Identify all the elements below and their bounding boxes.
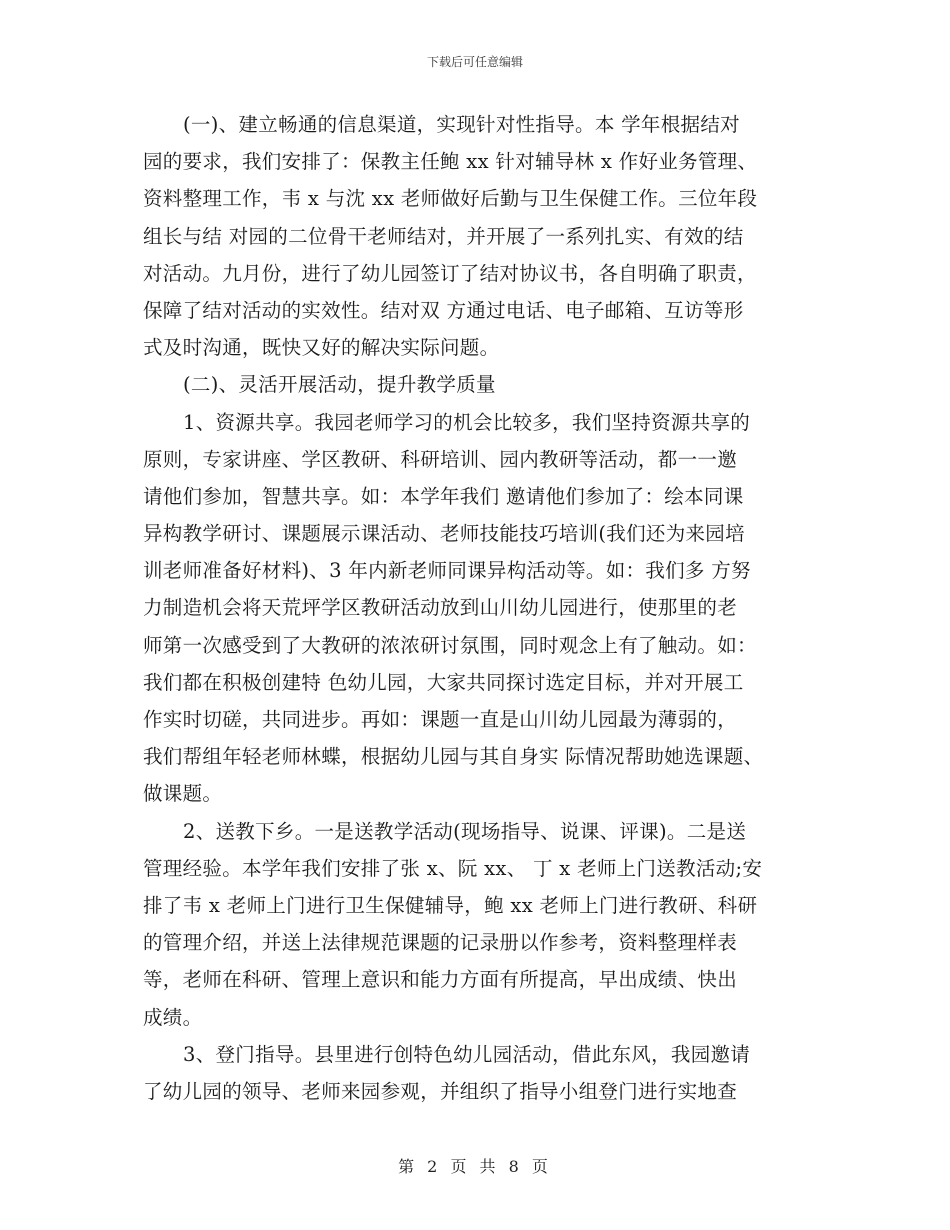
text-line: 管理经验。本学年我们安排了张 x、阮 xx、 丁 x 老师上门送教活动;安: [143, 856, 763, 880]
text-line: 我们都在积极创建特 色幼儿园，大家共同探讨选定目标，并对开展工: [143, 670, 744, 694]
text-line: 的管理介绍，并送上法律规范课题的记录册以作参考，资料整理样表: [143, 931, 738, 955]
text-line: 训老师准备好材料)、3 年内新老师同课异构活动等。如：我们多 方努: [143, 559, 751, 583]
page-header-note: 下载后可任意编辑: [426, 55, 523, 69]
text-line: 排了韦 x 老师上门进行卫生保健辅导，鲍 xx 老师上门进行教研、科研: [143, 893, 758, 917]
text-line: 式及时沟通，既快又好的解决实际问题。: [143, 336, 500, 360]
text-line: 组长与结 对园的二位骨干老师结对，并开展了一系列扎实、有效的结: [143, 224, 744, 248]
text-line: (一)、建立畅通的信息渠道，实现针对性指导。本 学年根据结对: [183, 113, 740, 136]
text-line: 力制造机会将天荒坪学区教研活动放到山川幼儿园进行，使那里的老: [143, 596, 738, 620]
text-line: 我们帮组年轻老师林蝶，根据幼儿园与其自身实 际情况帮助她选课题、: [143, 745, 764, 769]
text-line: 师第一次感受到了大教研的浓浓研讨氛围，同时观念上有了触动。如：: [143, 633, 757, 657]
text-line: 成绩。: [143, 1005, 203, 1029]
text-line: 资料整理工作，韦 x 与沈 xx 老师做好后勤与卫生保健工作。三位年段: [143, 187, 758, 211]
text-line: 对活动。九月份，进行了幼儿园签订了结对协议书，各自明确了职责，: [143, 261, 757, 285]
text-line: 作实时切磋，共同进步。再如：课题一直是山川幼儿园最为薄弱的，: [143, 708, 738, 731]
text-line: 做课题。: [143, 782, 223, 806]
text-line: 异构教学研讨、课题展示课活动、老师技能技巧培训(我们还为来园培: [143, 522, 745, 546]
section-heading: (二)、灵活开展活动，提升教学质量: [183, 373, 496, 397]
text-line: 了幼儿园的领导、老师来园参观，并组织了指导小组登门进行实地查: [143, 1079, 738, 1103]
text-line: 等，老师在科研、管理上意识和能力方面有所提高，早出成绩、快出: [143, 968, 738, 992]
text-line: 3、登门指导。县里进行创特色幼儿园活动，借此东风，我园邀请: [183, 1042, 751, 1066]
text-line: 原则，专家讲座、学区教研、科研培训、园内教研等活动，都一一邀: [143, 447, 738, 471]
page-number-footer: 第 2 页 共 8 页: [398, 1157, 552, 1176]
text-line: 园的要求，我们安排了：保教主任鲍 xx 针对辅导林 x 作好业务管理、: [143, 150, 758, 174]
text-line: 2、送教下乡。一是送教学活动(现场指导、说课、评课)。二是送: [183, 819, 747, 843]
document-body: [143, 106, 813, 1110]
text-line: 保障了结对活动的实效性。结对双 方通过电话、电子邮箱、互访等形: [143, 298, 744, 322]
text-line: 请他们参加，智慧共享。如：本学年我们 邀请他们参加了：绘本同课: [143, 484, 744, 508]
text-line: 1、资源共享。我园老师学习的机会比较多，我们坚持资源共享的: [183, 410, 751, 434]
